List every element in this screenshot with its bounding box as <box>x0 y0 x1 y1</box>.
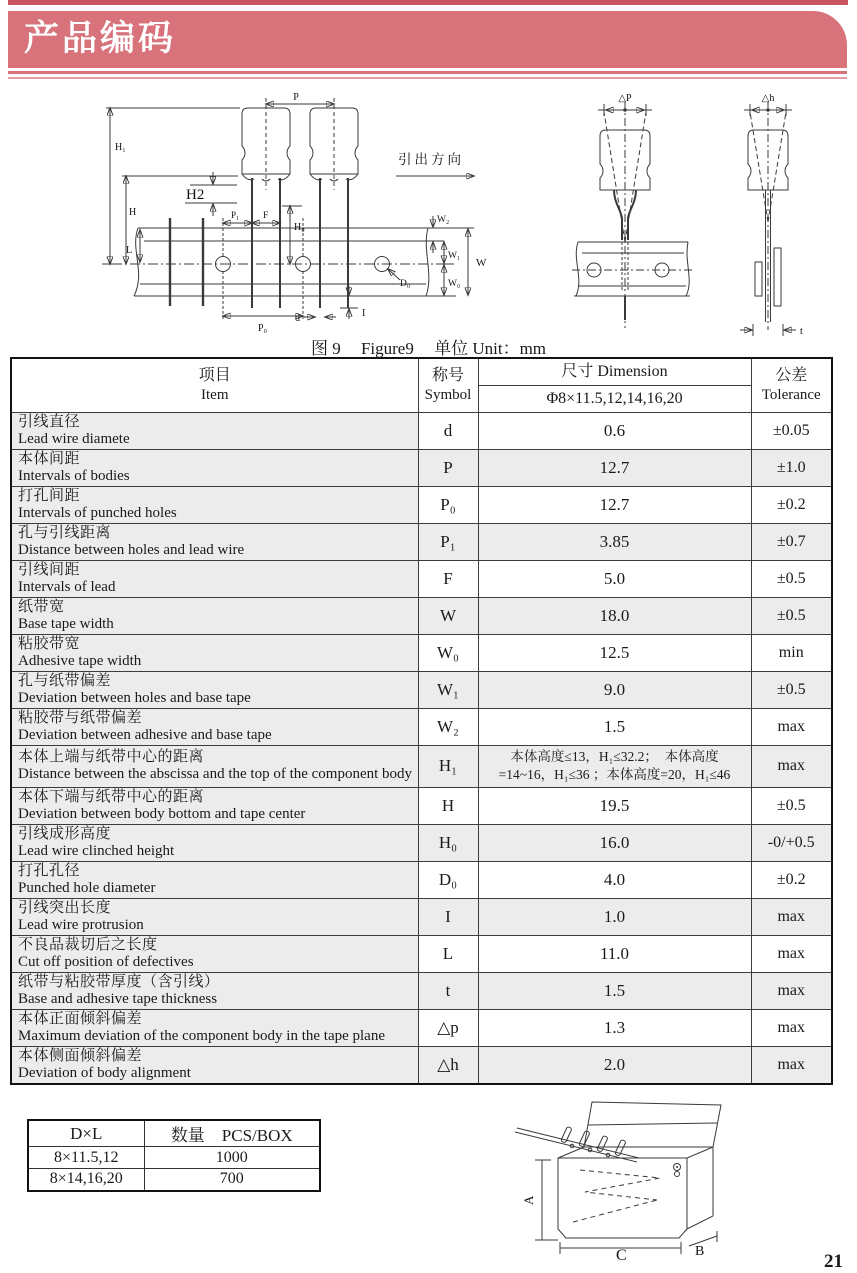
pack-table <box>27 1119 321 1192</box>
pack-dxl-value: 8×14,16,20 <box>28 1169 144 1191</box>
table-row <box>11 898 832 935</box>
dim-label-p1: P₁ <box>231 210 240 220</box>
symbol-cell: △h <box>418 1046 478 1084</box>
tolerance-cell: ±0.2 <box>751 486 832 523</box>
item-cell: 本体上端与纸带中心的距离 Distance between the abscissa and the top of the component body <box>11 745 418 787</box>
tolerance-cell: max <box>751 1009 832 1046</box>
symbol-cell: P <box>418 449 478 486</box>
item-cell: 本体间距 Intervals of bodies <box>11 449 418 486</box>
packing-box-diagram <box>455 1088 755 1267</box>
symbol-cell: H₀ <box>418 824 478 861</box>
dimension-cell: 1.5 <box>478 972 751 1009</box>
table-row <box>11 708 832 745</box>
table-row <box>11 972 832 1009</box>
table-row <box>11 935 832 972</box>
dimension-cell: 4.0 <box>478 861 751 898</box>
table-row <box>11 560 832 597</box>
symbol-cell: F <box>418 560 478 597</box>
dimension-cell: 12.7 <box>478 449 751 486</box>
dim-label-dp: △P <box>618 93 632 104</box>
section-banner <box>8 11 847 68</box>
tolerance-cell: max <box>751 745 832 787</box>
symbol-cell: L <box>418 935 478 972</box>
top-accent-line <box>8 0 848 5</box>
dim-label-f: F <box>263 211 269 221</box>
banner-underline-2 <box>8 77 847 79</box>
item-cell: 打孔孔径 Punched hole diameter <box>11 861 418 898</box>
tolerance-cell: max <box>751 898 832 935</box>
figure-unit: 单位 Unit：mm <box>434 339 547 358</box>
tolerance-cell: ±0.7 <box>751 523 832 560</box>
pack-dxl-value: 8×11.5,12 <box>28 1147 144 1169</box>
tolerance-cell: ±0.5 <box>751 787 832 824</box>
taping-diagram <box>82 90 494 340</box>
box-label-b: B <box>695 1244 705 1259</box>
spec-table-body <box>11 412 832 1084</box>
item-cell: 本体正面倾斜偏差 Maximum deviation of the component body in the tape plane <box>11 1009 418 1046</box>
table-row <box>11 449 832 486</box>
dim-label-h1: H₁ <box>115 142 126 153</box>
symbol-cell: H₁ <box>418 745 478 787</box>
pack-qty-value: 700 <box>144 1169 320 1191</box>
pack-qty-value: 1000 <box>144 1147 320 1169</box>
item-cell: 孔与纸带偏差 Deviation between holes and base tape <box>11 671 418 708</box>
tolerance-cell: ±0.5 <box>751 597 832 634</box>
dimension-cell: 1.3 <box>478 1009 751 1046</box>
item-cell: 粘胶带宽 Adhesive tape width <box>11 634 418 671</box>
item-cell: 引线直径 Lead wire diamete <box>11 412 418 449</box>
dim-label-h2: H2 <box>186 187 205 203</box>
dim-label-h0: H₀ <box>294 222 305 233</box>
tolerance-cell: max <box>751 935 832 972</box>
col-header-symbol: 称号 Symbol <box>418 358 478 412</box>
table-row <box>11 597 832 634</box>
box-label-a: A <box>521 1195 536 1205</box>
table-row <box>11 787 832 824</box>
pack-row <box>28 1169 320 1191</box>
symbol-cell: W <box>418 597 478 634</box>
table-row <box>11 671 832 708</box>
item-cell: 不良品裁切后之长度 Cut off position of defectives <box>11 935 418 972</box>
dim-label-w2: W₂ <box>437 215 450 225</box>
item-cell: 纸带与粘胶带厚度（含引线） Base and adhesive tape thickness <box>11 972 418 1009</box>
pack-col-dxl: D×L <box>28 1120 144 1147</box>
dim-label-d: d <box>295 313 300 324</box>
table-row <box>11 861 832 898</box>
dimension-cell: 0.6 <box>478 412 751 449</box>
symbol-cell: H <box>418 787 478 824</box>
col-header-dimension: 尺寸 Dimension <box>478 358 751 385</box>
table-row <box>11 1046 832 1084</box>
spec-table <box>10 357 833 1085</box>
figure-number-en: Figure9 <box>360 339 414 358</box>
pack-row <box>28 1147 320 1169</box>
dim-label-i: I <box>362 308 366 319</box>
symbol-cell: P₁ <box>418 523 478 560</box>
col-header-dimension-sub: Φ8×11.5,12,14,16,20 <box>478 385 751 412</box>
dim-label-t: t <box>800 326 803 337</box>
dimension-cell: 11.0 <box>478 935 751 972</box>
col-header-tolerance: 公差 Tolerance <box>751 358 832 412</box>
dimension-cell: 1.0 <box>478 898 751 935</box>
dimension-cell: 2.0 <box>478 1046 751 1084</box>
dim-label-p0: P₀ <box>258 323 268 334</box>
table-row <box>11 523 832 560</box>
dim-label-dh: △h <box>761 93 775 104</box>
table-row <box>11 745 832 787</box>
tolerance-cell: max <box>751 708 832 745</box>
dimension-cell: 19.5 <box>478 787 751 824</box>
lead-direction-label: 引出方向 <box>398 152 464 167</box>
tilt-diagram <box>540 90 840 340</box>
pack-col-qty: 数量 PCS/BOX <box>144 1120 320 1147</box>
tolerance-cell: ±1.0 <box>751 449 832 486</box>
banner-underline-1 <box>8 71 847 74</box>
symbol-cell: P₀ <box>418 486 478 523</box>
dimension-cell: 9.0 <box>478 671 751 708</box>
item-cell: 引线间距 Intervals of lead <box>11 560 418 597</box>
item-cell: 本体下端与纸带中心的距离 Deviation between body bottom and tape center <box>11 787 418 824</box>
dimension-cell: 1.5 <box>478 708 751 745</box>
tolerance-cell: ±0.5 <box>751 671 832 708</box>
table-row <box>11 824 832 861</box>
dimension-cell: 18.0 <box>478 597 751 634</box>
table-row <box>11 412 832 449</box>
table-row <box>11 634 832 671</box>
symbol-cell: D₀ <box>418 861 478 898</box>
tolerance-cell: ±0.2 <box>751 861 832 898</box>
item-cell: 本体侧面倾斜偏差 Deviation of body alignment <box>11 1046 418 1084</box>
dimension-cell: 3.85 <box>478 523 751 560</box>
item-cell: 孔与引线距离 Distance between holes and lead wire <box>11 523 418 560</box>
symbol-cell: △p <box>418 1009 478 1046</box>
dim-label-p: P <box>293 92 299 103</box>
dim-label-h: H <box>129 207 137 218</box>
symbol-cell: W₀ <box>418 634 478 671</box>
page-title: 产品编码 <box>24 19 177 58</box>
dimension-cell: 16.0 <box>478 824 751 861</box>
tolerance-cell: max <box>751 1046 832 1084</box>
dim-label-w1: W₁ <box>448 251 461 261</box>
symbol-cell: W₂ <box>418 708 478 745</box>
dimension-cell: 12.7 <box>478 486 751 523</box>
tolerance-cell: -0/+0.5 <box>751 824 832 861</box>
page-number: 21 <box>824 1251 843 1272</box>
dimension-cell: 5.0 <box>478 560 751 597</box>
tolerance-cell: min <box>751 634 832 671</box>
symbol-cell: t <box>418 972 478 1009</box>
symbol-cell: I <box>418 898 478 935</box>
figure-caption <box>0 334 857 359</box>
tolerance-cell: max <box>751 972 832 1009</box>
item-cell: 纸带宽 Base tape width <box>11 597 418 634</box>
dimension-cell: 本体高度≤13，H₁≤32.2； 本体高度=14~16，H₁≤36 ；本体高度=20，H₁≤46 <box>478 745 751 787</box>
dim-label-l: L <box>126 245 133 256</box>
symbol-cell: W₁ <box>418 671 478 708</box>
item-cell: 打孔间距 Intervals of punched holes <box>11 486 418 523</box>
figure-number-zh: 图 9 <box>310 339 341 358</box>
table-row <box>11 1009 832 1046</box>
dim-label-d0: D₀ <box>400 279 411 289</box>
table-row <box>11 486 832 523</box>
item-cell: 引线成形高度 Lead wire clinched height <box>11 824 418 861</box>
box-label-c: C <box>616 1247 627 1264</box>
item-cell: 粘胶带与纸带偏差 Deviation between adhesive and base tape <box>11 708 418 745</box>
dim-label-w: W <box>476 257 487 269</box>
tolerance-cell: ±0.05 <box>751 412 832 449</box>
dim-label-w0: W₀ <box>448 279 461 289</box>
dimension-cell: 12.5 <box>478 634 751 671</box>
col-header-item: 项目 Item <box>11 358 418 412</box>
symbol-cell: d <box>418 412 478 449</box>
item-cell: 引线突出长度 Lead wire protrusion <box>11 898 418 935</box>
tolerance-cell: ±0.5 <box>751 560 832 597</box>
